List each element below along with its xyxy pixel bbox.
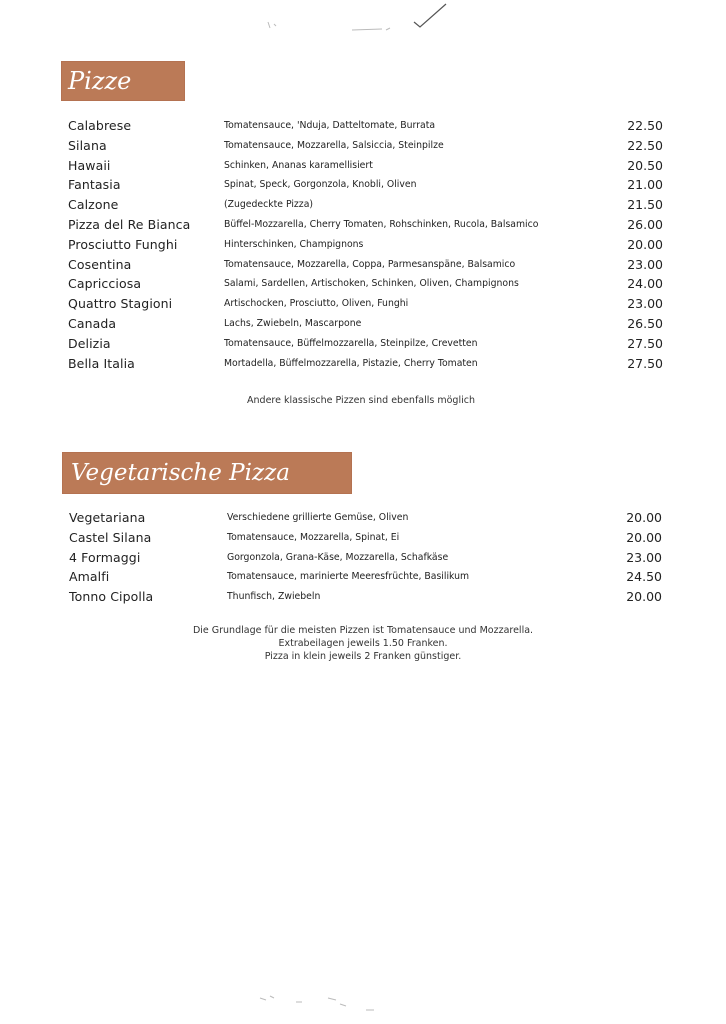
menu-item-price: 20.00	[627, 236, 663, 252]
menu-item-price: 24.50	[626, 569, 662, 585]
menu-item-name: Silana	[68, 137, 107, 153]
menu-item-row	[0, 118, 726, 138]
menu-item-name: Delizia	[68, 335, 111, 351]
menu-item-row	[0, 197, 726, 217]
menu-item-description: Thunfisch, Zwiebeln	[227, 591, 321, 603]
menu-item-name: Calabrese	[68, 118, 132, 133]
menu-item-description: Tomatensauce, Mozzarella, Salsiccia, Steinpilze	[224, 139, 444, 151]
menu-item-name: Pizza del Re Bianca	[68, 217, 191, 232]
menu-item-row	[0, 177, 726, 197]
menu-item-row	[0, 217, 726, 237]
menu-item-row	[0, 356, 726, 376]
menu-item-name: Calzone	[68, 197, 119, 213]
menu-item-price: 20.00	[626, 529, 662, 545]
menu-item-name: Canada	[68, 316, 117, 331]
menu-item-price: 21.00	[627, 177, 663, 193]
scan-smudge-top	[262, 14, 402, 34]
menu-item-price: 27.50	[627, 355, 663, 371]
menu-item-description: Mortadella, Büffelmozzarella, Pistazie, Cherry Tomaten	[224, 357, 478, 369]
menu-item-row	[0, 510, 726, 530]
menu-item-row	[0, 550, 726, 570]
menu-item-price: 22.50	[627, 137, 663, 153]
pizze-note: Andere klassische Pizzen sind ebenfalls möglich	[247, 395, 475, 406]
menu-item-name: Cosentina	[68, 256, 132, 272]
menu-item-description: Salami, Sardellen, Artischoken, Schinken, Oliven, Champignons	[224, 278, 519, 290]
menu-item-price: 24.00	[627, 276, 663, 292]
menu-item-row	[0, 158, 726, 178]
footer-note-line: Pizza in klein jeweils 2 Franken günstiger.	[264, 651, 462, 662]
check-mark-icon	[412, 2, 448, 30]
menu-item-description: Schinken, Ananas karamellisiert	[224, 159, 373, 171]
menu-item-description: Gorgonzola, Grana-Käse, Mozzarella, Schafkäse	[227, 551, 449, 563]
footer-note-line: Die Grundlage für die meisten Pizzen ist Tomatensauce und Mozzarella.	[192, 625, 534, 636]
menu-item-row	[0, 237, 726, 257]
menu-item-description: Lachs, Zwiebeln, Mascarpone	[224, 318, 362, 329]
menu-item-name: Castel Silana	[69, 529, 152, 545]
menu-item-description: Tomatensauce, 'Nduja, Datteltomate, Burrata	[224, 120, 436, 131]
menu-item-row	[0, 257, 726, 277]
menu-item-row	[0, 589, 726, 609]
footer-notes	[0, 624, 726, 663]
menu-item-price: 22.50	[627, 118, 663, 133]
menu-item-price: 20.00	[626, 510, 662, 525]
menu-item-description: Hinterschinken, Champignons	[224, 238, 364, 250]
menu-item-description: Tomatensauce, Mozzarella, Coppa, Parmesanspäne, Balsamico	[224, 258, 516, 270]
menu-item-description: Tomatensauce, Büffelmozzarella, Steinpilze, Crevetten	[224, 337, 478, 349]
menu-item-row	[0, 336, 726, 356]
menu-item-description: Artischocken, Prosciutto, Oliven, Funghi	[224, 298, 409, 310]
menu-item-description: Büffel-Mozzarella, Cherry Tomaten, Rohschinken, Rucola, Balsamico	[224, 219, 539, 230]
menu-item-price: 26.00	[627, 217, 663, 232]
menu-item-row	[0, 316, 726, 336]
menu-item-name: Quattro Stagioni	[68, 296, 173, 312]
menu-item-name: Bella Italia	[68, 355, 135, 371]
menu-item-description: Tomatensauce, marinierte Meeresfrüchte, Basilikum	[227, 571, 470, 583]
menu-item-name: Amalfi	[69, 569, 110, 585]
menu-item-price: 23.00	[626, 549, 662, 565]
menu-item-price: 21.50	[627, 197, 663, 213]
scan-smudge-bottom	[256, 990, 386, 1012]
menu-item-row	[0, 276, 726, 296]
menu-item-price: 23.00	[627, 256, 663, 272]
menu-item-description: Tomatensauce, Mozzarella, Spinat, Ei	[227, 531, 400, 543]
footer-note-line: Extrabeilagen jeweils 1.50 Franken.	[278, 638, 448, 649]
menu-item-name: Fantasia	[68, 177, 121, 193]
menu-item-row	[0, 296, 726, 316]
menu-item-price: 20.00	[626, 589, 662, 605]
menu-item-price: 26.50	[627, 316, 663, 331]
menu-item-row	[0, 530, 726, 550]
menu-item-name: Capricciosa	[68, 276, 142, 292]
menu-item-name: Hawaii	[68, 157, 111, 173]
menu-item-price: 23.00	[627, 296, 663, 312]
menu-item-row	[0, 138, 726, 158]
section-header-vegetarische-pizza	[63, 453, 351, 493]
menu-item-name: 4 Formaggi	[69, 549, 141, 565]
menu-item-name: Prosciutto Funghi	[68, 236, 178, 252]
menu-item-description: Verschiedene grillierte Gemüse, Oliven	[227, 512, 409, 523]
section-header-pizze	[62, 62, 184, 100]
menu-item-row	[0, 569, 726, 589]
menu-item-price: 27.50	[627, 335, 663, 351]
menu-item-name: Tonno Cipolla	[69, 589, 154, 605]
section-title-pizze: Pizze	[68, 67, 132, 95]
section-title-vegetarische-pizza: Vegetarische Pizza	[71, 460, 290, 486]
menu-item-description: (Zugedeckte Pizza)	[224, 199, 314, 211]
menu-item-name: Vegetariana	[69, 510, 146, 525]
menu-item-price: 20.50	[627, 157, 663, 173]
menu-item-description: Spinat, Speck, Gorgonzola, Knobli, Oliven	[224, 179, 417, 191]
